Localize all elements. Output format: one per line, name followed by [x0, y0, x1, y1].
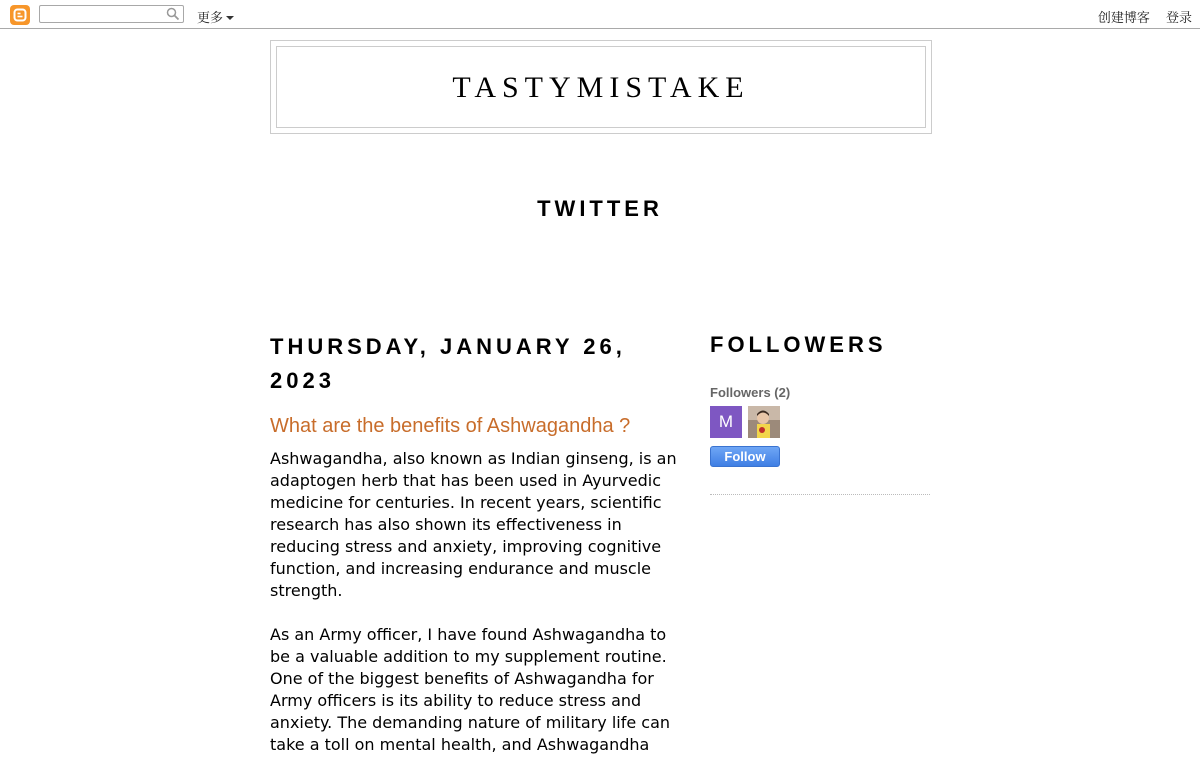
- follower-avatar-photo[interactable]: [748, 406, 780, 438]
- follow-button[interactable]: Follow: [710, 446, 780, 467]
- more-menu-label: 更多: [197, 11, 224, 26]
- more-menu-button[interactable]: [197, 7, 234, 26]
- login-link[interactable]: 登录: [1165, 11, 1192, 26]
- blog-title[interactable]: TASTYMISTAKE: [452, 71, 750, 104]
- post-date-header: THURSDAY, JANUARY 26, 2023: [270, 334, 626, 393]
- twitter-widget-heading: TWITTER: [537, 196, 663, 221]
- navbar-right-links: [1086, 7, 1192, 26]
- navbar-search-box: [39, 5, 184, 23]
- blogger-logo-icon[interactable]: [10, 5, 30, 25]
- post-paragraph: As an Army officer, I have found Ashwagandha to be a valuable addition to my supplement routine. One of the biggest benefits of Ashwagandha for Army officers is its ability to reduce stress and anxiety. The demanding nature of military life can take a toll on mental health, and Ashwagandha: [270, 625, 671, 754]
- followers-count: Followers (2): [710, 385, 791, 400]
- search-icon[interactable]: [166, 7, 180, 26]
- blog-header: [270, 40, 932, 134]
- post-paragraph: Ashwagandha, also known as Indian ginseng, is an adaptogen herb that has been used in Ayurvedic medicine for centuries. In recent years, scientific research has also shown its effectiveness in reducing stress and anxiety, improving cognitive function, and increasing endurance and muscle strength.: [270, 449, 677, 600]
- blogger-navbar: [0, 0, 1200, 29]
- blog-header-inner: [276, 46, 926, 128]
- post-title-link[interactable]: What are the benefits of Ashwagandha ?: [270, 415, 631, 437]
- caret-down-icon: [226, 16, 234, 20]
- followers-widget-heading: FOLLOWERS: [710, 332, 887, 357]
- search-input[interactable]: [42, 7, 160, 21]
- follower-avatar[interactable]: M: [710, 406, 742, 438]
- sidebar-divider: [710, 494, 930, 495]
- create-blog-link[interactable]: 创建博客: [1097, 11, 1150, 26]
- post-body: [270, 448, 680, 778]
